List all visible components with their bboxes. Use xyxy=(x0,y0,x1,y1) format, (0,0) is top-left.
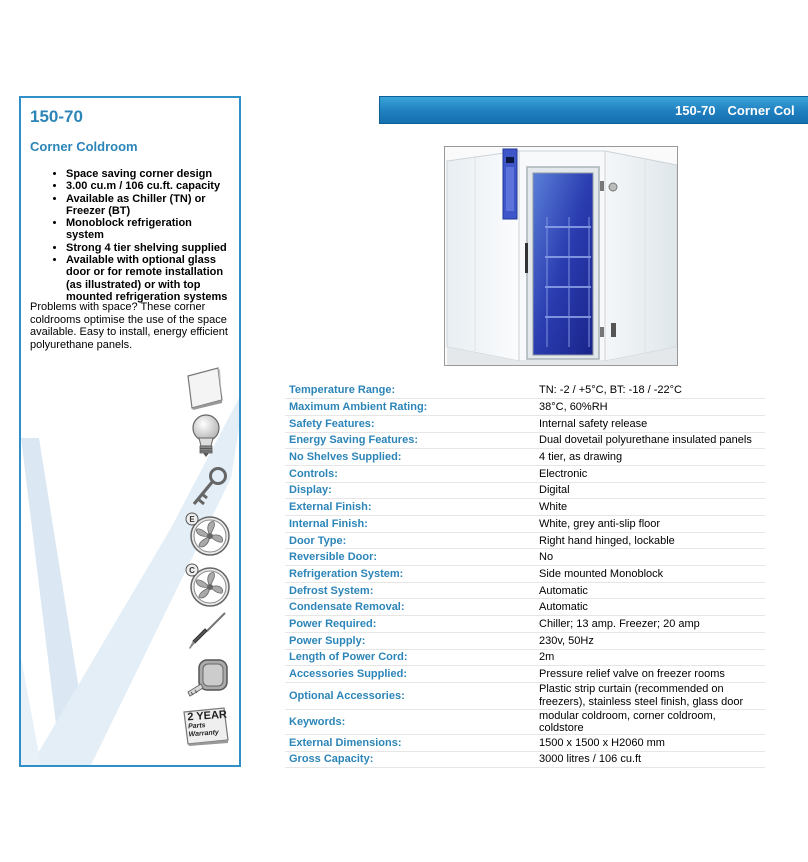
header-title xyxy=(675,103,795,118)
spec-value: No xyxy=(533,549,765,566)
spec-row xyxy=(285,734,765,751)
spec-row xyxy=(285,751,765,768)
spec-row xyxy=(285,516,765,533)
spec-value: TN: -2 / +5°C, BT: -18 / -22°C xyxy=(533,382,765,399)
spec-row xyxy=(285,532,765,549)
freezer-fan-icon xyxy=(184,561,232,609)
spec-value: White xyxy=(533,499,765,516)
screwdriver-icon xyxy=(187,610,229,652)
spec-label: Keywords: xyxy=(285,709,533,734)
svg-text:C: C xyxy=(189,566,195,575)
spec-label: External Dimensions: xyxy=(285,734,533,751)
product-summary-panel xyxy=(19,96,241,767)
spec-label: Defrost System: xyxy=(285,582,533,599)
spec-value: 3000 litres / 106 cu.ft xyxy=(533,751,765,768)
spec-value: Electronic xyxy=(533,465,765,482)
spec-row xyxy=(285,682,765,709)
spec-label: Gross Capacity: xyxy=(285,751,533,768)
feature-item: • Monoblock refrigeration system xyxy=(66,217,232,242)
spec-value: modular coldroom, corner coldroom, coldstore xyxy=(533,709,765,734)
spec-row xyxy=(285,449,765,466)
spec-label: Power Required: xyxy=(285,616,533,633)
spec-row xyxy=(285,482,765,499)
spec-label: Condensate Removal: xyxy=(285,599,533,616)
feature-list xyxy=(32,168,232,303)
svg-text:E: E xyxy=(189,515,195,524)
spec-row xyxy=(285,499,765,516)
spec-value: 2m xyxy=(533,649,765,666)
spec-value: Automatic xyxy=(533,599,765,616)
spec-row xyxy=(285,599,765,616)
spec-value: Pressure relief valve on freezer rooms xyxy=(533,666,765,683)
spec-label: Power Supply: xyxy=(285,632,533,649)
spec-label: Optional Accessories: xyxy=(285,682,533,709)
spec-value: 1500 x 1500 x H2060 mm xyxy=(533,734,765,751)
spec-row xyxy=(285,432,765,449)
panel-icon xyxy=(184,366,226,410)
tape-measure-icon xyxy=(185,654,231,700)
spec-value: Internal safety release xyxy=(533,415,765,432)
spec-row xyxy=(285,582,765,599)
header-name: Corner Col xyxy=(727,103,795,118)
spec-row xyxy=(285,415,765,432)
spec-value: Right hand hinged, lockable xyxy=(533,532,765,549)
feature-item: • Available as Chiller (TN) or Freezer (BT) xyxy=(66,193,232,218)
spec-row xyxy=(285,399,765,416)
feature-item: • Strong 4 tier shelving supplied xyxy=(66,242,232,254)
spec-label: Display: xyxy=(285,482,533,499)
spec-value: Digital xyxy=(533,482,765,499)
spec-label: Door Type: xyxy=(285,532,533,549)
spec-value: Chiller; 13 amp. Freezer; 20 amp xyxy=(533,616,765,633)
spec-row xyxy=(285,666,765,683)
spec-label: Accessories Supplied: xyxy=(285,666,533,683)
spec-label: No Shelves Supplied: xyxy=(285,449,533,466)
spec-value: 4 tier, as drawing xyxy=(533,449,765,466)
feature-item: • 3.00 cu.m / 106 cu.ft. capacity xyxy=(66,180,232,192)
spec-label: Temperature Range: xyxy=(285,382,533,399)
header-code: 150-70 xyxy=(675,103,716,118)
spec-label: Reversible Door: xyxy=(285,549,533,566)
feature-item: • Available with optional glass door or for remote installation (as illustrated) or with top mounted refrigeration systems xyxy=(66,254,232,303)
spec-label: External Finish: xyxy=(285,499,533,516)
chiller-fan-icon xyxy=(184,510,232,558)
spec-value: Side mounted Monoblock xyxy=(533,566,765,583)
spec-label: Maximum Ambient Rating: xyxy=(285,399,533,416)
spec-row xyxy=(285,382,765,399)
key-icon xyxy=(189,466,229,510)
product-name: Corner Coldroom xyxy=(30,139,138,154)
product-description: Problems with space? These corner coldrooms optimise the use of the space available. Easy to install, energy efficient polyurethane panels. xyxy=(30,301,228,351)
spec-label: Energy Saving Features: xyxy=(285,432,533,449)
spec-value: 230v, 50Hz xyxy=(533,632,765,649)
spec-row xyxy=(285,709,765,734)
warranty-parts: Parts xyxy=(187,722,206,731)
header-bar xyxy=(379,96,808,124)
spec-label: Controls: xyxy=(285,465,533,482)
warranty-badge-icon xyxy=(182,706,230,746)
spec-label: Safety Features: xyxy=(285,415,533,432)
specifications-table xyxy=(285,382,765,768)
spec-label: Internal Finish: xyxy=(285,516,533,533)
product-image xyxy=(444,146,678,366)
warranty-label: Warranty xyxy=(188,729,220,739)
spec-row xyxy=(285,649,765,666)
spec-value: Plastic strip curtain (recommended on freezers), stainless steel finish, glass door xyxy=(533,682,765,709)
spec-value: 38°C, 60%RH xyxy=(533,399,765,416)
spec-row xyxy=(285,632,765,649)
spec-row xyxy=(285,566,765,583)
product-code: 150-70 xyxy=(30,107,83,126)
spec-label: Refrigeration System: xyxy=(285,566,533,583)
feature-item: • Space saving corner design xyxy=(66,168,232,180)
warranty-years: 2 YEAR xyxy=(187,708,228,724)
spec-value: White, grey anti-slip floor xyxy=(533,516,765,533)
light-bulb-icon xyxy=(187,412,225,460)
spec-value: Dual dovetail polyurethane insulated panels xyxy=(533,432,765,449)
spec-row xyxy=(285,465,765,482)
spec-body xyxy=(285,382,765,768)
spec-value: Automatic xyxy=(533,582,765,599)
spec-row xyxy=(285,549,765,566)
spec-row xyxy=(285,616,765,633)
spec-label: Length of Power Cord: xyxy=(285,649,533,666)
